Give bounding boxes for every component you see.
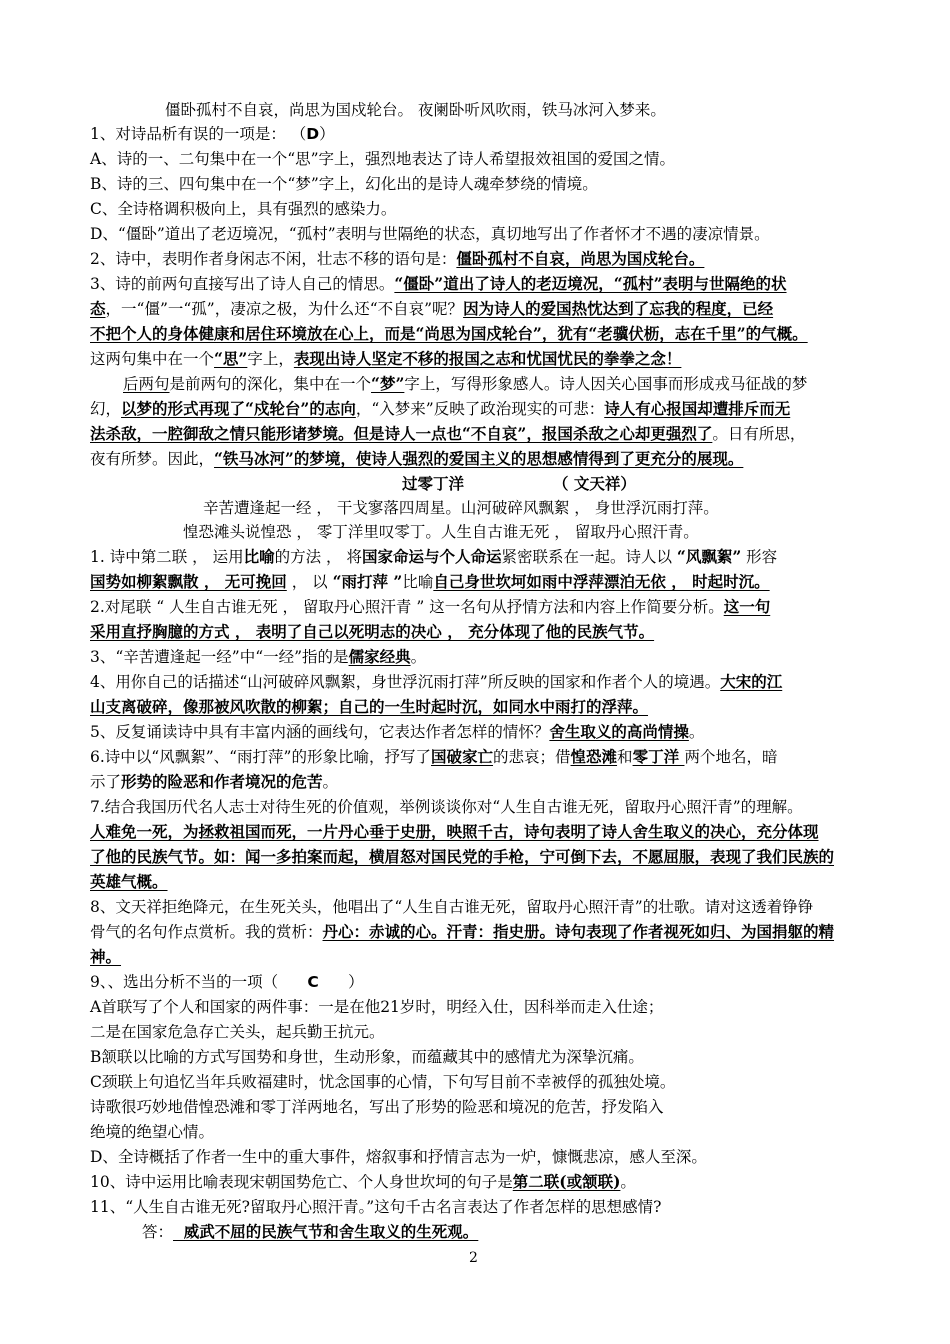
q9-option-line: C颈联上句追忆当年兵败福建时，忧念国事的心情，下句写目前不幸被俘的孤独处境。	[90, 1073, 676, 1091]
poem2-question-4-line1: 4、用你自己的话描述“山河破碎风飘絮，身世浮沉雨打萍”所反映的国家和作者个人的境遇。大宋的江	[90, 672, 783, 691]
poem2-question-7-answer-1: 人难免一死，为拯救祖国而死，一片丹心垂于史册，映照千古，诗句表明了诗人舍生取义的决心，充分体现	[90, 822, 819, 841]
option-d: D、“僵卧”道出了老迈境况，“孤村”表明与世隔绝的状态，真切地写出了作者怀才不遇的凄凉情景。	[90, 225, 770, 243]
q9-option-line: 绝境的绝望心情。	[90, 1123, 215, 1141]
answer: 僵卧孤村不自哀，尚思为国戍轮台。	[456, 249, 705, 268]
poem2-question-8-line3: 神。	[90, 947, 122, 966]
poem2-verse-1: 辛苦遭逢起一经 ， 干戈寥落四周星。山河破碎风飘絮 ， 身世浮沉雨打萍。	[203, 499, 719, 517]
poem2-question-7-answer-3: 英雄气概。	[90, 872, 168, 891]
poem1-question-3-line4: 这两句集中在一个“思”字上，表现出诗人坚定不移的报国之志和忧国忧民的拳拳之念！	[90, 349, 682, 368]
poem2-question-5: 5、反复诵读诗中具有丰富内涵的画线句，它表达作者怎样的情怀？舍生取义的高尚情操。	[90, 722, 705, 741]
q9-option-line: 二是在国家危急存亡关头，起兵勤王抗元。	[90, 1023, 385, 1041]
page-number: 2	[469, 1250, 478, 1266]
option-c: C、全诗格调积极向上，具有强烈的感染力。	[90, 200, 397, 218]
answer: D	[306, 125, 320, 143]
poem1-analysis-line3: 法杀敌，一腔御敌之情只能形诸梦境。但是诗人一点也“不自哀”，报国杀敌之心却更强烈了。日有所思，	[90, 424, 806, 443]
poem1-question-3-line3: 不把个人的身体健康和居住环境放在心上，而是“尚思为国戍轮台”，犹有“老骥伏枥，志在千里”的气概。	[90, 324, 808, 343]
option-a: A、诗的一、二句集中在一个“思”字上，强烈地表达了诗人希望报效祖国的爱国之情。	[90, 150, 676, 168]
poem1-analysis-line1: 后两句是前两句的深化，集中在一个“梦”字上，写得形象感人。诗人因关心国事而形成戎马征战的梦	[123, 374, 808, 393]
poem1-question-1: 1、对诗品析有误的一项是： （D）	[90, 125, 335, 143]
poem2-question-3: 3、“辛苦遭逢起一经”中“一经”指的是儒家经典。	[90, 647, 427, 666]
poem2-question-9: 9、、选出分析不当的一项（ C ）	[90, 970, 364, 994]
poem2-question-6-line1: 6.诗中以“风飘絮”、“雨打萍”的形象比喻，抒写了国破家亡的悲哀；借惶恐滩和零丁洋 两个地名，暗	[90, 747, 778, 766]
poem1-question-2: 2、诗中，表明作者身闲志不闲，壮志不移的语句是：僵卧孤村不自哀，尚思为国戍轮台。	[90, 249, 705, 268]
poem2-question-8-line2: 骨气的名句作点赏析。我的赏析：丹心：赤诚的心。汗青：指史册。诗句表现了作者视死如归、为国捐躯的精	[90, 922, 835, 941]
answer: 第二联(或颔联)	[512, 1172, 621, 1191]
answer: 儒家经典	[348, 647, 411, 666]
poem2-title: 过零丁洋	[402, 474, 465, 493]
poem2-question-7-answer-2: 了他的民族气节。如：闻一多拍案而起，横眉怒对国民党的手枪，宁可倒下去，不愿屈服，表现了我们民族的	[90, 847, 835, 866]
poem2-question-8: 8、文天祥拒绝降元，在生死关头，他唱出了“人生自古谁无死，留取丹心照汗青”的壮歌。请对这透着铮铮	[90, 898, 814, 916]
poem2-question-11-answer: 答： 威武不屈的民族气节和舍生取义的生死观。	[142, 1222, 479, 1241]
poem2-question-4-line2: 山支离破碎，像那被风吹散的柳絮；自己的一生时起时沉，如同水中雨打的浮萍。	[90, 697, 649, 716]
poem2-question-2-line1: 2.对尾联 “ 人生自古谁无死 ， 留取丹心照汗青 ” 这一名句从抒情方法和内容上作简要分析。这一句	[90, 597, 771, 616]
poem2-question-10: 10、诗中运用比喻表现宋朝国势危亡、个人身世坎坷的句子是第二联(或颔联)。	[90, 1172, 636, 1191]
poem2-question-6-line2: 示了形势的险恶和作者境况的危苦。	[90, 772, 339, 791]
answer: C	[307, 973, 319, 991]
poem2-question-7: 7.结合我国历代名人志士对待生死的价值观，举例谈谈你对“人生自古谁无死，留取丹心照汗青”的理解。	[90, 798, 803, 816]
poem2-verse-2: 惶恐滩头说惶恐 ， 零丁洋里叹零丁。人生自古谁无死 ， 留取丹心照汗青。	[183, 523, 699, 541]
option-b: B、诗的三、四句集中在一个“梦”字上，幻化出的是诗人魂牵梦绕的情境。	[90, 175, 598, 193]
poem1-analysis-line4: 夜有所梦。因此，“铁马冰河”的梦境，使诗人强烈的爱国主义的思想感情得到了更充分的展现。	[90, 449, 744, 468]
poem2-question-1-line1: 1. 诗中第二联 ， 运用比喻的方法 ， 将国家命运与个人命运紧密联系在一起。诗人以 “风飘絮” 形容	[90, 547, 778, 566]
poem2-author: （ 文天祥）	[553, 474, 636, 493]
q9-option-line: A首联写了个人和国家的两件事：一是在他21岁时，明经入仕，因科举而走入仕途；	[90, 998, 664, 1016]
poem2-question-2-line2: 采用直抒胸臆的方式 ， 表明了自己以死明志的决心 ， 充分体现了他的民族气节。	[90, 622, 655, 641]
poem2-question-1-line2: 国势如柳絮飘散 ， 无可挽回 ， 以 “雨打萍 ”比喻自己身世坎坷如雨中浮萍漂泊无依 ， 时起时沉。	[90, 572, 770, 591]
q9-option-line: D、全诗概括了作者一生中的重大事件，熔叙事和抒情言志为一炉，慷慨悲凉，感人至深。	[90, 1148, 707, 1166]
poem1-question-3-line2: 态，一“僵”一“孤”，凄凉之极，为什么还“不自哀”呢？因为诗人的爱国热忱达到了忘我的程度，已经	[90, 299, 774, 318]
poem1-analysis-line2: 幻，以梦的形式再现了“戍轮台”的志向，“入梦来”反映了政治现实的可悲：诗人有心报国却遭排斥而无	[90, 399, 791, 418]
poem2-question-11: 11、“人生自古谁无死?留取丹心照汗青。”这句千古名言表达了作者怎样的思想感情?	[90, 1198, 662, 1216]
poem1-question-3-line1: 3、诗的前两句直接写出了诗人自己的情思。“僵卧”道出了诗人的老迈境况，“孤村”表明与世隔绝的状	[90, 274, 787, 293]
q9-option-line: B颔联以比喻的方式写国势和身世，生动形象，而蕴藏其中的感情尤为深挚沉痛。	[90, 1048, 644, 1066]
answer: 舍生取义的高尚情操	[549, 722, 689, 741]
poem1-verse: 僵卧孤村不自哀，尚思为国戍轮台。 夜阑卧听风吹雨，铁马冰河入梦来。	[165, 101, 666, 119]
q9-option-line: 诗歌很巧妙地借惶恐滩和零丁洋两地名，写出了形势的险恶和境况的危苦，抒发陷入	[90, 1098, 664, 1116]
